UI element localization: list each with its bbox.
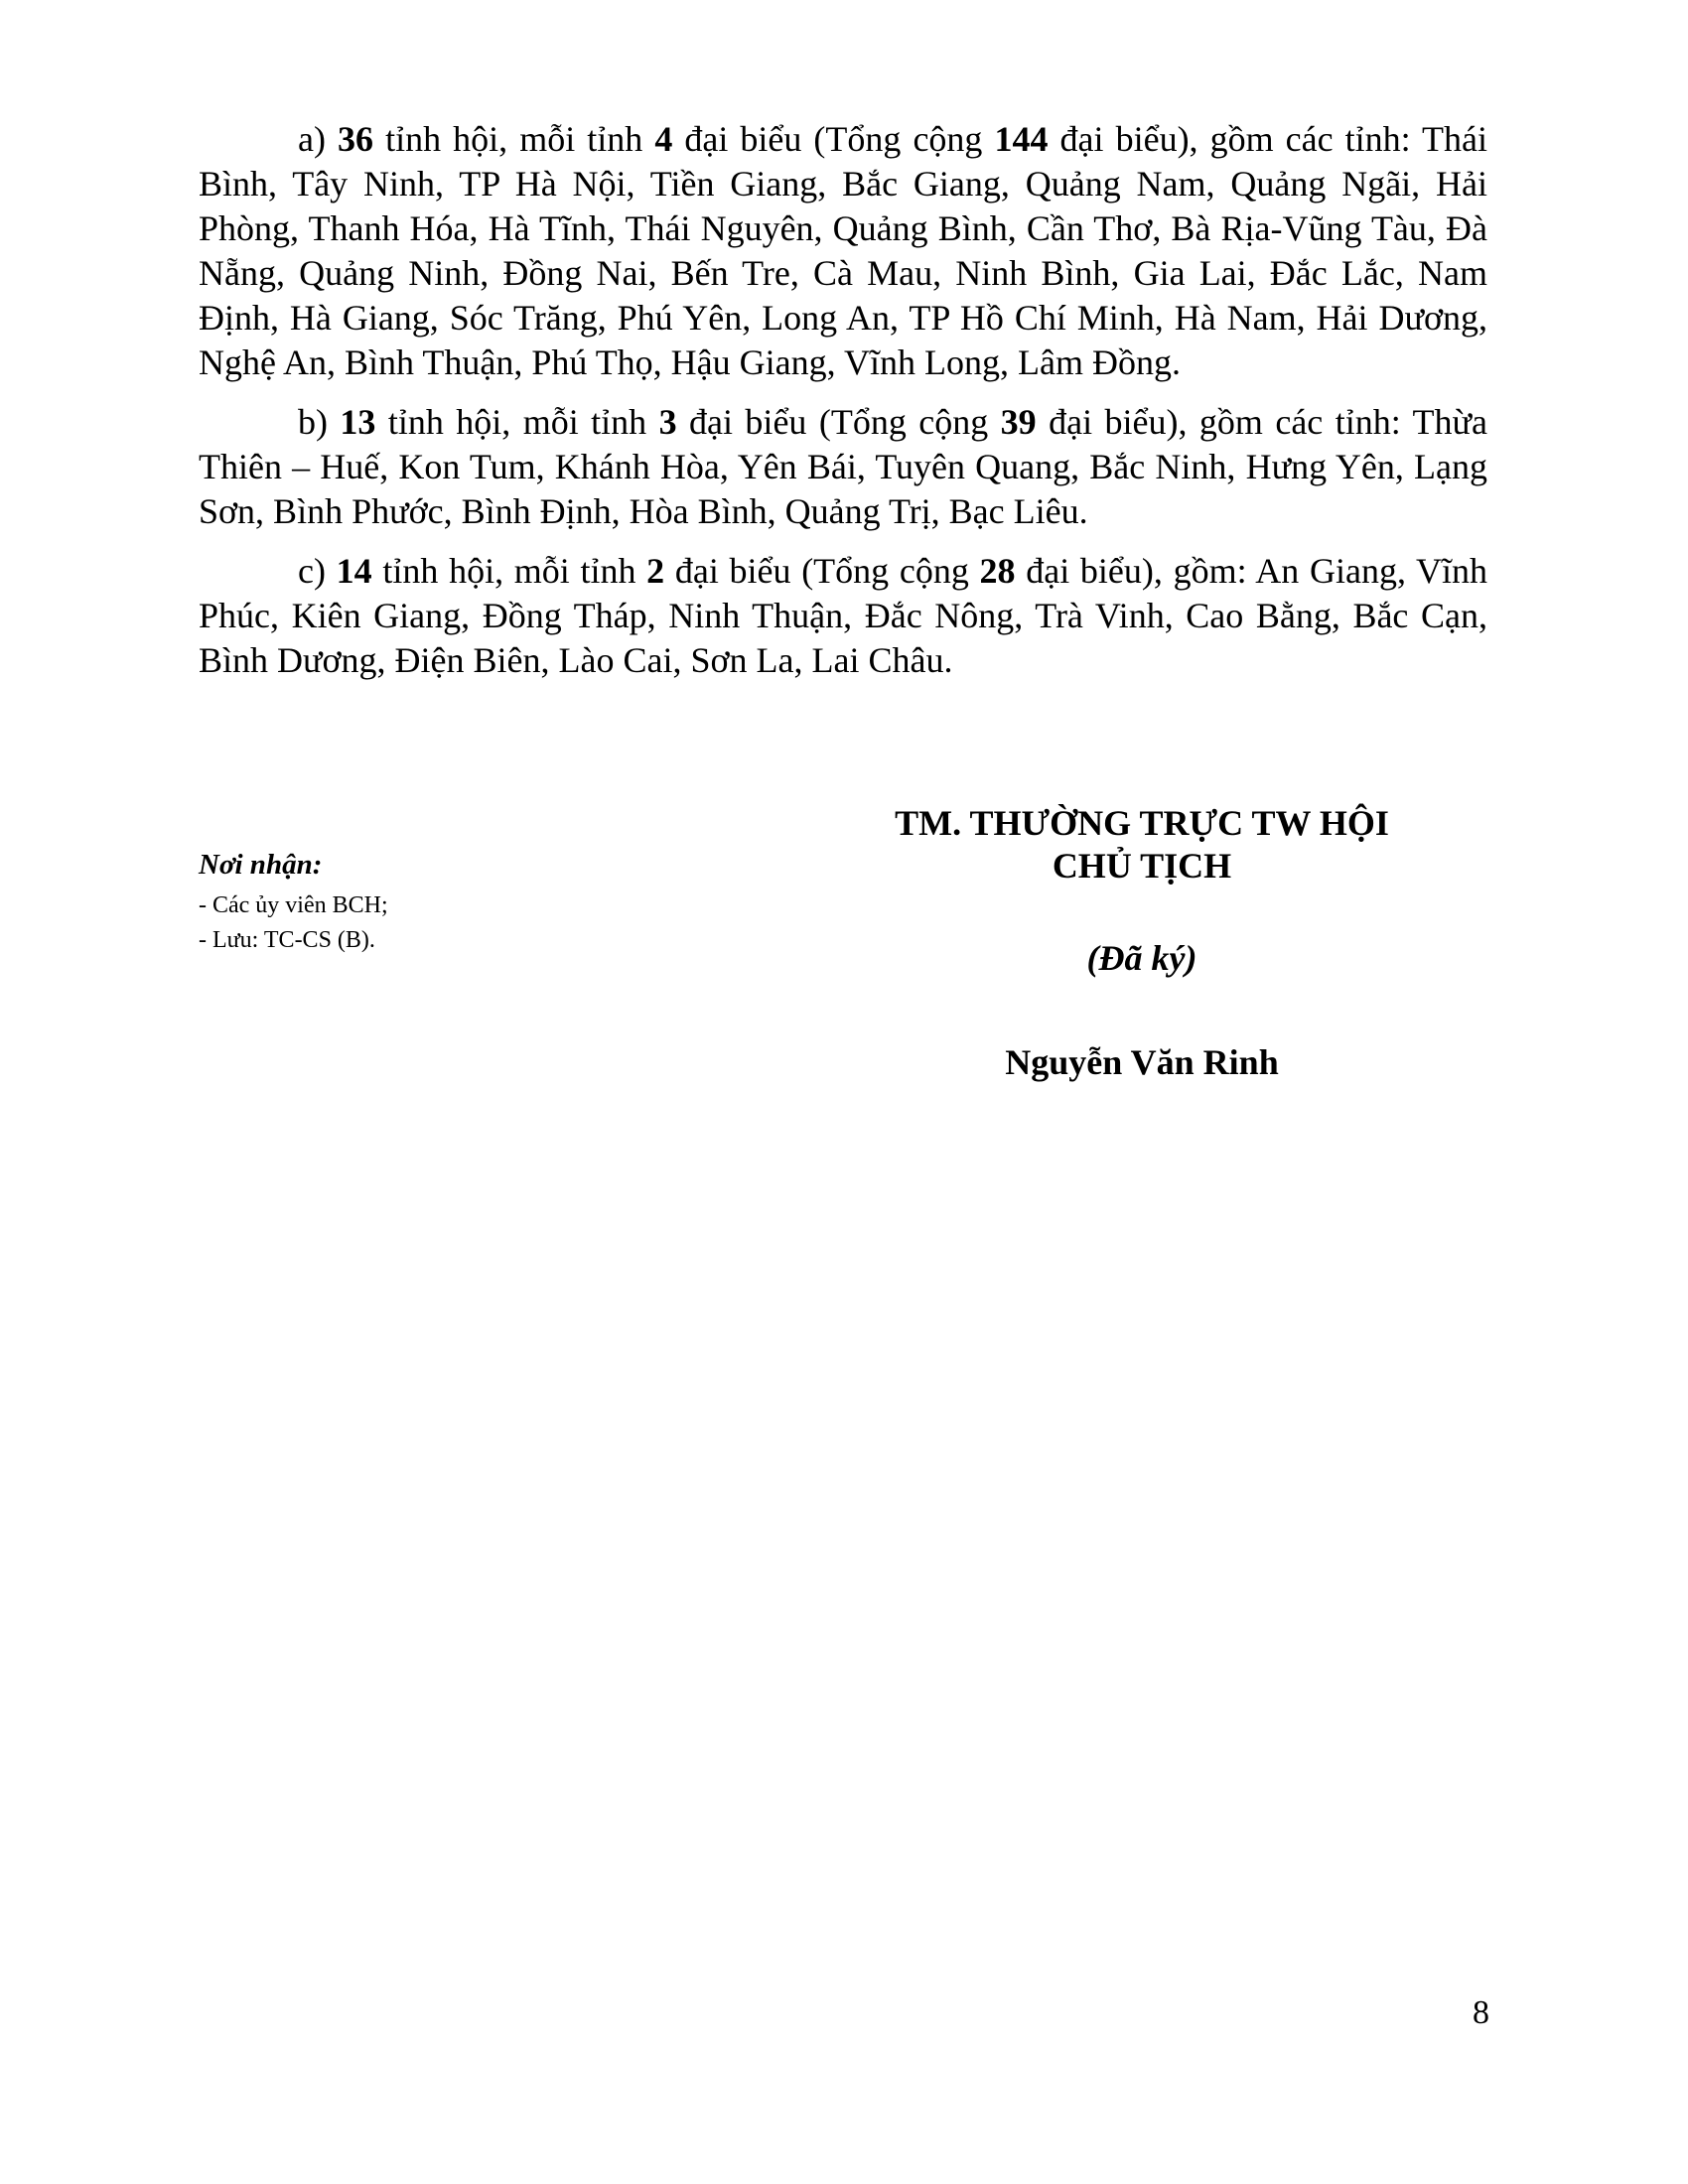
recipient-item: - Lưu: TC-CS (B). [199,927,375,953]
total-delegates: 144 [994,119,1049,159]
signed-note: (Đã ký) [1086,938,1197,978]
delegates-per-province: 4 [654,119,673,159]
province-list: đại biểu), gồm các tỉnh: Thừa Thiên – Huế, Kon Tum, Khánh Hòa, Yên Bái, Tuyên Quang, Bắc Ninh, Hưng Yên, Lạng Sơn, Bình Phước, Bình Định, Hòa Bình, Quảng Trị, Bạc Liêu. [199,402,1487,531]
province-count: 13 [340,402,376,442]
item-prefix: b) [298,402,341,442]
recipient-item: - Các ủy viên BCH; [199,892,388,918]
signature-block [834,802,1450,1084]
total-delegates: 28 [979,551,1016,591]
item-prefix: a) [298,119,339,159]
province-list: đại biểu), gồm các tỉnh: Thái Bình, Tây Ninh, TP Hà Nội, Tiền Giang, Bắc Giang, Quảng Nam, Quảng Ngãi, Hải Phòng, Thanh Hóa, Hà Tĩnh, Thái Nguyên, Quảng Bình, Cần Thơ, Bà Rịa-Vũng Tàu, Đà Nẵng, Quảng Ninh, Đồng Nai, Bến Tre, Cà Mau, Ninh Bình, Gia Lai, Đắc Lắc, Nam Định, Hà Giang, Sóc Trăng, Phú Yên, Long An, TP Hồ Chí Minh, Hà Nam, Hải Dương, Nghệ An, Bình Thuận, Phú Thọ, Hậu Giang, Vĩnh Long, Lâm Đồng. [199,119,1488,382]
allocation-list [199,117,1487,698]
province-list: đại biểu), gồm: An Giang, Vĩnh Phúc, Kiên Giang, Đồng Tháp, Ninh Thuận, Đắc Nông, Trà Vinh, Cao Bằng, Bắc Cạn, Bình Dương, Điện Biên, Lào Cai, Sơn La, Lai Châu. [199,551,1488,680]
text-segment: tỉnh hội, mỗi tỉnh [375,402,659,442]
text-segment: đại biểu (Tổng cộng [676,402,1001,442]
text-segment: tỉnh hội, mỗi tỉnh [371,551,647,591]
province-count: 14 [336,551,372,591]
paragraph-c [199,549,1487,683]
text-segment: đại biểu (Tổng cộng [672,119,995,159]
province-count: 36 [338,119,374,159]
text-segment: tỉnh hội, mỗi tỉnh [373,119,655,159]
recipients-title: Nơi nhận: [199,849,323,881]
item-prefix: c) [298,551,337,591]
paragraph-b [199,400,1487,534]
page-number: 8 [1473,1994,1489,2031]
signer-name: Nguyễn Văn Rinh [1005,1042,1279,1082]
paragraph-a [199,117,1487,385]
delegates-per-province: 2 [646,551,665,591]
delegates-per-province: 3 [658,402,677,442]
signature-title: CHỦ TỊCH [1052,846,1232,886]
recipients-block [199,847,616,958]
text-segment: đại biểu (Tổng cộng [664,551,980,591]
total-delegates: 39 [1000,402,1037,442]
signature-org: TM. THƯỜNG TRỰC TW HỘI [895,803,1389,843]
